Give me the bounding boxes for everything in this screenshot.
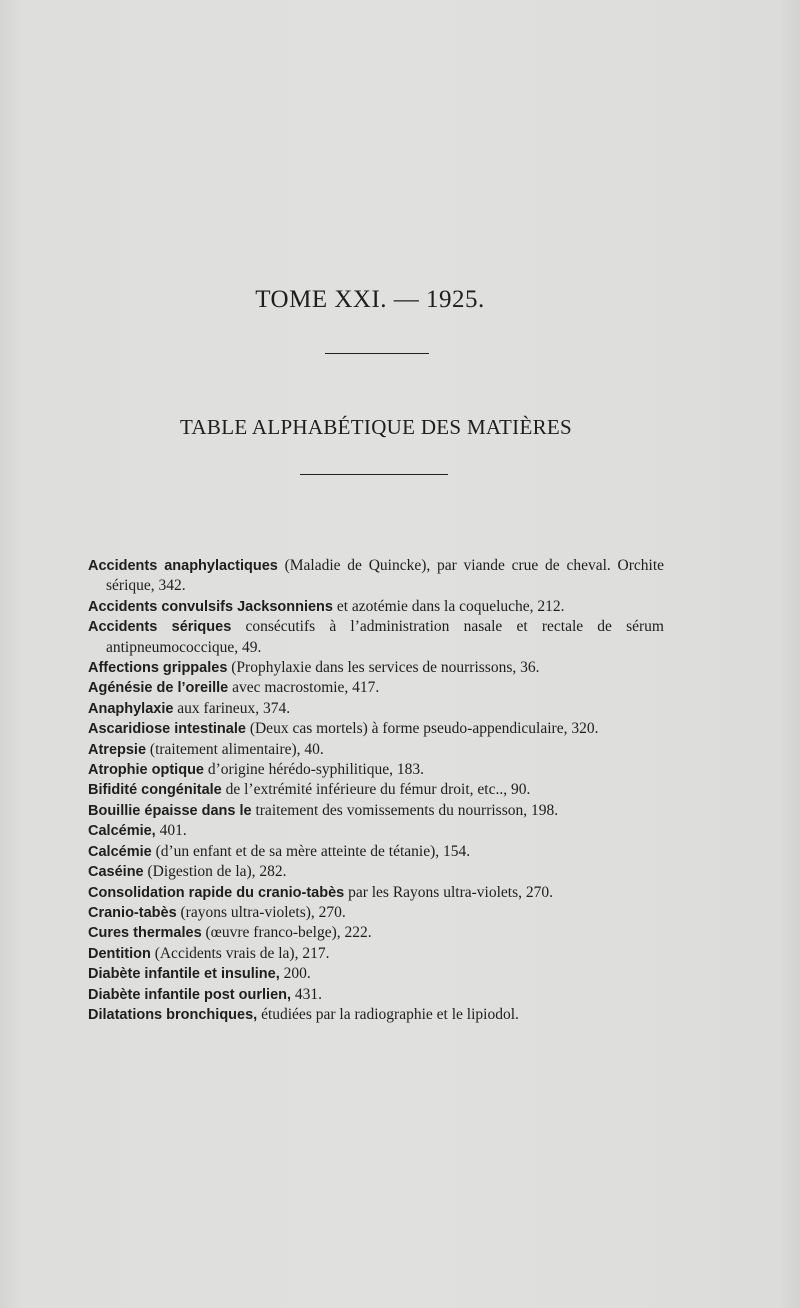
- index-entry: [88, 740, 664, 760]
- entry-term: Accidents sériques: [88, 619, 232, 636]
- entry-text: (Maladie de Quincke), par viande crue de cheval. Orchite sérique, 342.: [106, 557, 665, 595]
- entry-term: Accidents anaphylactiques: [88, 558, 278, 574]
- divider-rule: [325, 353, 429, 354]
- entry-text: avec macrostomie, 417.: [228, 679, 380, 697]
- entry-term: Ascaridiose intestinale: [88, 721, 246, 738]
- entry-term: Dentition: [88, 945, 151, 962]
- index-entry: [88, 985, 664, 1005]
- index-entry: [88, 801, 664, 821]
- entry-term: Bifidité congénitale: [88, 782, 222, 799]
- entry-text: d’origine hérédo-syphilitique, 183.: [204, 761, 424, 779]
- index-entry: [88, 780, 664, 800]
- index-entry: [88, 597, 664, 617]
- index-entry: [88, 883, 664, 903]
- index-entry: [88, 556, 664, 597]
- index-entry: [88, 719, 664, 739]
- entry-text: par les Rayons ultra-violets, 270.: [344, 883, 553, 901]
- entry-term: Bouillie épaisse dans le: [88, 802, 252, 819]
- entry-text: (rayons ultra-violets), 270.: [176, 903, 346, 921]
- divider-rule: [300, 474, 448, 475]
- entry-text: (Digestion de la), 282.: [143, 863, 287, 881]
- index-entries: [88, 556, 664, 1025]
- entry-term: Diabète infantile post ourlien,: [88, 986, 292, 1003]
- index-entry: [88, 964, 664, 984]
- entry-term: Anaphylaxie: [88, 700, 174, 717]
- entry-text: (Accidents vrais de la), 217.: [150, 944, 330, 962]
- index-entry: [88, 658, 664, 678]
- entry-term: Dilatations bronchiques,: [88, 1006, 258, 1023]
- entry-term: Calcémie: [88, 843, 152, 860]
- index-entry: [88, 699, 664, 719]
- index-entry: [88, 617, 664, 658]
- entry-text: (œuvre franco-belge), 222.: [201, 924, 372, 942]
- index-entry: [88, 903, 664, 923]
- entry-text: (d’un enfant et de sa mère atteinte de tétanie), 154.: [151, 842, 471, 860]
- entry-text: (traitement alimentaire), 40.: [146, 740, 324, 758]
- entry-term: Cures thermales: [88, 925, 202, 942]
- entry-text: consécutifs à l’administration nasale et rectale de sérum antipneumococcique, 49.: [106, 618, 664, 656]
- index-entry: [88, 923, 664, 943]
- index-entry: [88, 821, 664, 841]
- entry-term: Accidents convulsifs Jacksonniens: [88, 598, 333, 615]
- entry-text: (Prophylaxie dans les services de nourrissons, 36.: [227, 659, 540, 677]
- entry-term: Diabète infantile et insuline,: [88, 966, 280, 983]
- entry-text: de l’extrémité inférieure du fémur droit, etc.., 90.: [221, 781, 531, 799]
- entry-term: Cranio-tabès: [88, 904, 177, 921]
- entry-term: Caséine: [88, 864, 144, 881]
- index-entry: [88, 678, 664, 698]
- entry-text: et azotémie dans la coqueluche, 212.: [332, 597, 565, 615]
- entry-term: Atrepsie: [88, 741, 147, 758]
- entry-text: (Deux cas mortels) à forme pseudo-appendiculaire, 320.: [245, 720, 599, 738]
- entry-text: traitement des vomissements du nourrisson, 198.: [251, 801, 559, 819]
- section-title: TABLE ALPHABÉTIQUE DES MATIÈRES: [179, 415, 573, 439]
- entry-term: Calcémie,: [88, 823, 156, 840]
- entry-term: Consolidation rapide du cranio-tabès: [88, 884, 345, 901]
- entry-text: 401.: [155, 822, 187, 840]
- volume-title: TOME XXI. — 1925.: [255, 286, 485, 313]
- entry-term: Agénésie de l’oreille: [88, 680, 229, 697]
- index-entry: [88, 862, 664, 882]
- entry-text: 200.: [279, 965, 311, 983]
- entry-text: 431.: [291, 985, 323, 1003]
- index-entry: [88, 1005, 664, 1025]
- index-entry: [88, 944, 664, 964]
- index-entry: [88, 842, 664, 862]
- entry-text: étudiées par la radiographie et le lipiodol.: [257, 1005, 519, 1023]
- index-entry: [88, 760, 664, 780]
- entry-term: Atrophie optique: [88, 762, 204, 779]
- entry-text: aux farineux, 374.: [173, 699, 291, 717]
- entry-term: Affections grippales: [88, 660, 228, 677]
